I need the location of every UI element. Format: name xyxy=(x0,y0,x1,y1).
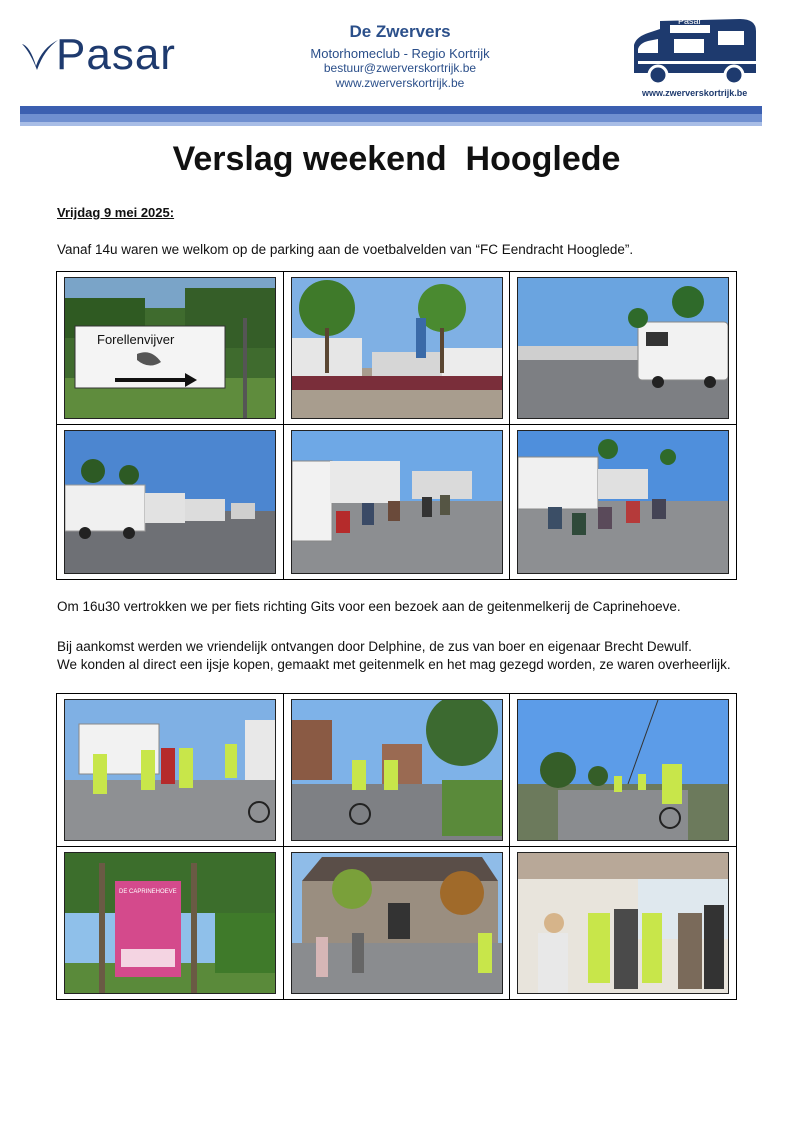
paragraph-departure: Om 16u30 vertrokken we per fiets richting Gits voor een bezoek aan de geitenmelkerij de Caprinehoeve. xyxy=(57,599,681,614)
photo-cell xyxy=(57,272,284,425)
photo-caprinehoeve-sign xyxy=(64,852,276,994)
photo-motorhome-row xyxy=(517,277,729,419)
club-info xyxy=(280,22,520,91)
motorhome-icon xyxy=(630,15,770,87)
paragraph-icecream: We konden al direct een ijsje kopen, gemaakt met geitenmelk en het mag gezegd worden, ze waren overheerlijk. xyxy=(57,657,731,672)
photo-farm-building xyxy=(291,852,503,994)
pasar-swoosh-icon xyxy=(20,36,60,72)
photo-grid-bike-trip xyxy=(56,693,737,1000)
photo-cell xyxy=(510,847,737,1000)
photo-cell xyxy=(57,425,284,580)
poster-text: DE CAPRINEHOEVE xyxy=(119,889,177,895)
paragraph-welcome: Bij aankomst werden we vriendelijk ontvangen door Delphine, de zus van boer en eigenaar Brecht Dewulf. xyxy=(57,639,692,654)
sign-text: Forellenvijver xyxy=(97,332,175,347)
photo-indoor-group xyxy=(517,852,729,994)
pasar-logo-text: Pasar xyxy=(56,30,176,79)
photo-grid-parking xyxy=(56,271,737,580)
photo-cell xyxy=(57,847,284,1000)
photo-members-sitting xyxy=(291,430,503,574)
header-banner xyxy=(20,106,762,126)
photo-cell xyxy=(284,847,510,1000)
photo-campers-trees xyxy=(291,277,503,419)
page-title: Verslag weekend Hooglede xyxy=(172,140,621,178)
motorhome-logo xyxy=(630,15,770,103)
club-email[interactable]: bestuur@zwerverskortrijk.be xyxy=(323,61,477,75)
club-website[interactable]: www.zwerverskortrijk.be xyxy=(335,76,465,90)
letterhead xyxy=(0,0,793,130)
pasar-logo xyxy=(20,30,200,80)
photo-cell xyxy=(284,272,510,425)
photo-group-chairs xyxy=(517,430,729,574)
photo-cell xyxy=(284,425,510,580)
photo-sign-forellenvijver xyxy=(64,277,276,419)
club-name: De Zwervers xyxy=(349,22,451,41)
photo-cell xyxy=(57,694,284,847)
motorhome-logo-url[interactable]: www.zwerverskortrijk.be xyxy=(642,88,748,98)
photo-cell xyxy=(510,425,737,580)
photo-cell xyxy=(510,694,737,847)
paragraph-arrival: Vanaf 14u waren we welkom op de parking aan de voetbalvelden van “FC Eendracht Hooglede”. xyxy=(57,242,634,257)
motorhome-logo-label: Pasar xyxy=(678,16,702,26)
photo-cycling-village xyxy=(291,699,503,841)
photo-cyclists-gathering xyxy=(64,699,276,841)
photo-campers-parking-lot xyxy=(64,430,276,574)
club-subtitle: Motorhomeclub - Regio Kortrijk xyxy=(310,46,490,61)
photo-cycling-road xyxy=(517,699,729,841)
photo-cell xyxy=(284,694,510,847)
date-heading: Vrijdag 9 mei 2025: xyxy=(57,205,175,220)
photo-cell xyxy=(510,272,737,425)
